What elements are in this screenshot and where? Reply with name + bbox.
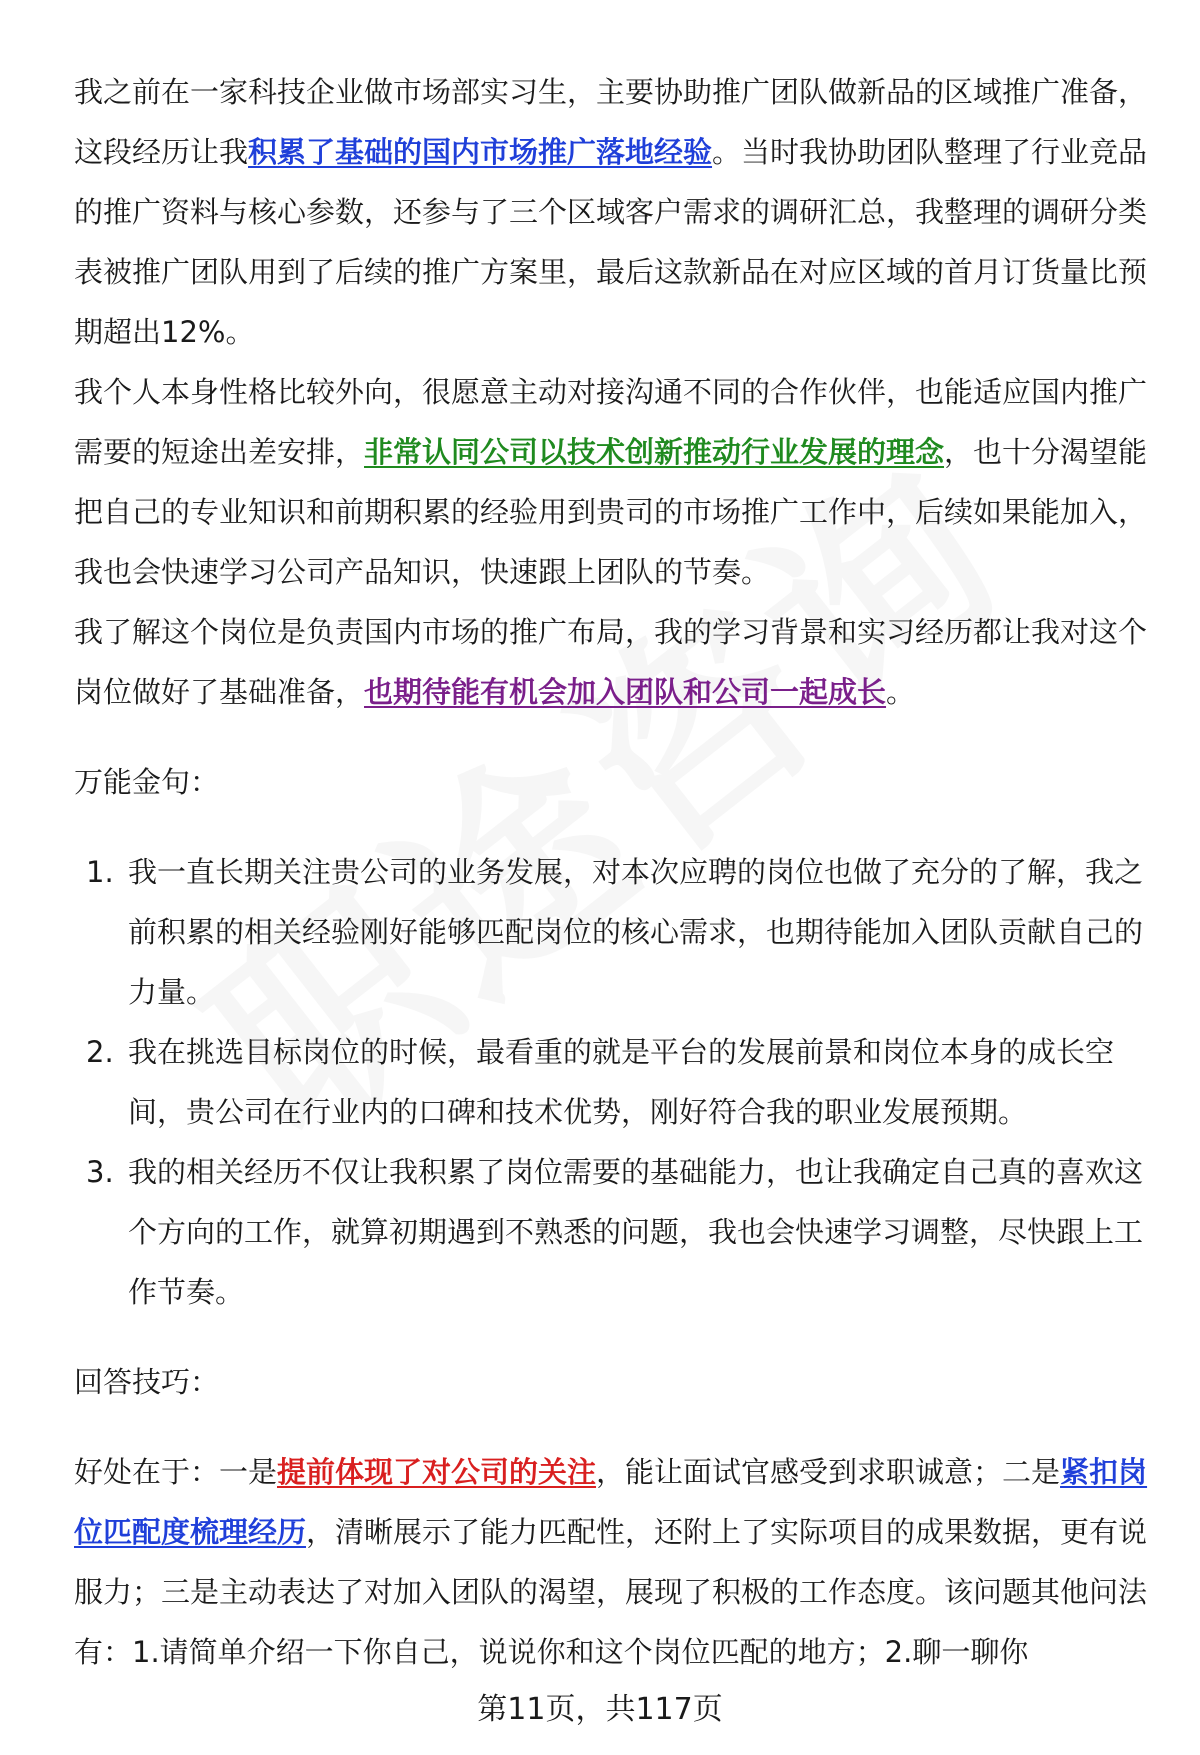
intro-p3-text-2: 。	[886, 675, 916, 709]
tips-highlight-2: 紧扣岗位匹配度梳理经历	[74, 1455, 1148, 1549]
list-item-text: 我的相关经历不仅让我积累了岗位需要的基础能力，也让我确定自己真的喜欢这个方向的工作，就算初期遇到不熟悉的问题，我也会快速学习调整，尽快跟上工作节奏。	[128, 1155, 1144, 1309]
list-item	[74, 1022, 1150, 1142]
tips-text-2: ，能让面试官感受到求职诚意；二是	[596, 1455, 1061, 1489]
tips-heading: 回答技巧：	[74, 1365, 220, 1399]
tips-highlight-1: 提前体现了对公司的关注	[277, 1455, 597, 1489]
golden-sentences-list	[74, 842, 1150, 1322]
list-item-text: 我一直长期关注贵公司的业务发展，对本次应聘的岗位也做了充分的了解，我之前积累的相关经验刚好能够匹配岗位的核心需求，也期待能加入团队贡献自己的力量。	[128, 855, 1144, 1009]
intro-p3-highlight: 也期待能有机会加入团队和公司一起成长	[364, 675, 887, 709]
intro-p2-text-1: 我个人本身性格比较外向，很愿意主动对接沟通不同的合作伙伴，也能适应国内推广需要的短途出差安排，	[74, 375, 1148, 469]
list-item-number: 3.	[86, 1155, 114, 1189]
tips-text-1: 好处在于：一是	[74, 1455, 278, 1489]
list-item-text: 我在挑选目标岗位的时候，最看重的就是平台的发展前景和岗位本身的成长空间，贵公司在行业内的口碑和技术优势，刚好符合我的职业发展预期。	[128, 1035, 1115, 1129]
intro-p1-text-1: 我之前在一家科技企业做市场部实习生，主要协助推广团队做新品的区域推广准备，这段经历让我	[74, 75, 1148, 169]
list-item	[74, 1142, 1150, 1322]
list-item	[74, 842, 1150, 1022]
list-item-number: 1.	[86, 855, 114, 889]
tips-paragraph	[74, 1442, 1150, 1682]
page-footer: 第11页，共117页	[477, 1692, 723, 1727]
intro-p2-text-2: ，也十分渴望能把自己的专业知识和前期积累的经验用到贵司的市场推广工作中，后续如果能加入，我也会快速学习公司产品知识，快速跟上团队的节奏。	[74, 435, 1148, 589]
intro-p1-highlight: 积累了基础的国内市场推广落地经验	[248, 135, 713, 169]
list-item-number: 2.	[86, 1035, 114, 1069]
intro-paragraph-2	[74, 362, 1150, 602]
intro-paragraph-3	[74, 602, 1150, 722]
intro-p1-text-2: 。当时我协助团队整理了行业竞品的推广资料与核心参数，还参与了三个区域客户需求的调研汇总，我整理的调研分类表被推广团队用到了后续的推广方案里，最后这款新品在对应区域的首月订货量比预期超出12%。	[74, 135, 1148, 349]
intro-p2-highlight: 非常认同公司以技术创新推动行业发展的理念	[364, 435, 945, 469]
tips-text-3: ，清晰展示了能力匹配性，还附上了实际项目的成果数据，更有说服力；三是主动表达了对加入团队的渴望，展现了积极的工作态度。该问题其他问法有：1.请简单介绍一下你自己，说说你和这个岗位匹配的地方；2.聊一聊你	[74, 1515, 1148, 1669]
intro-p3-text-1: 我了解这个岗位是负责国内市场的推广布局，我的学习背景和实习经历都让我对这个岗位做好了基础准备，	[74, 615, 1148, 709]
golden-sentences-heading: 万能金句：	[74, 765, 220, 799]
intro-paragraph-1	[74, 62, 1150, 362]
document-body	[74, 62, 1150, 1682]
